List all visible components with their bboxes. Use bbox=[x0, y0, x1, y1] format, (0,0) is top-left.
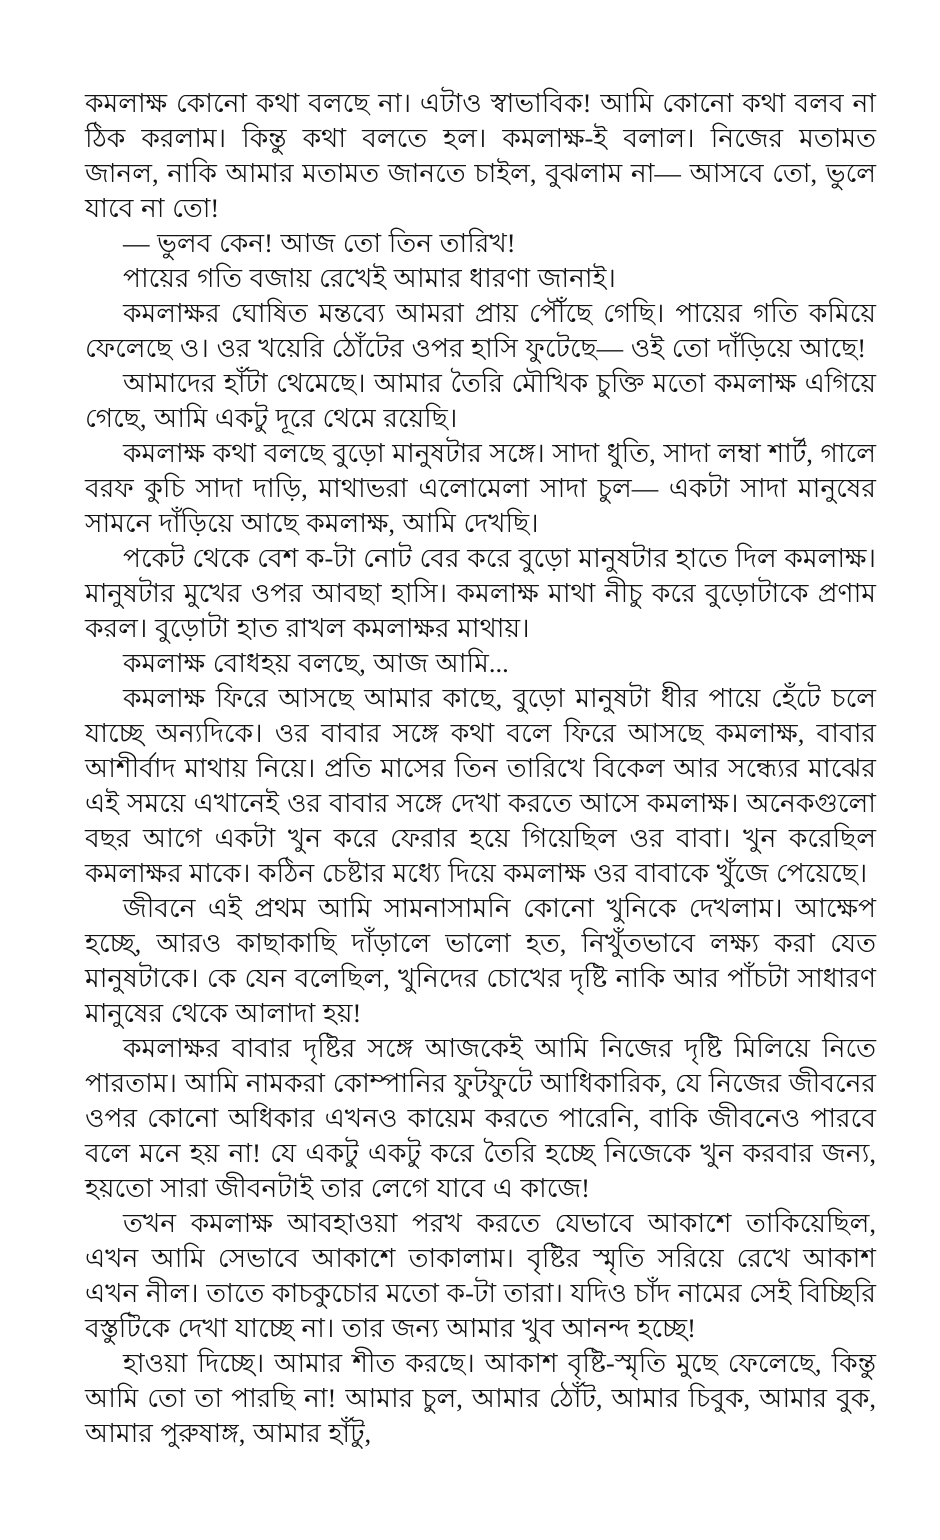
paragraph: হাওয়া দিচ্ছে। আমার শীত করছে। আকাশ বৃষ্টি-স্মৃতি মুছে ফেলেছে, কিন্তু আমি তো তা পারছি না! আমার চুল, আমার ঠোঁট, আমার চিবুক, আমার বুক, আমার পুরুষাঙ্গ, আমার হাঁটু, bbox=[85, 1348, 876, 1448]
body-text bbox=[85, 86, 876, 1451]
paragraph: তখন কমলাক্ষ আবহাওয়া পরখ করতে যেভাবে আকাশে তাকিয়েছিল, এখন আমি সেভাবে আকাশে তাকালাম। বৃষ্টির স্মৃতি সরিয়ে রেখে আকাশ এখন নীল। তাতে কাচকুচোর মতো ক-টা তারা। যদিও চাঁদ নামের সেই বিচ্ছিরি বস্তুটিকে দেখা যাচ্ছে না। তার জন্য আমার খুব আনন্দ হচ্ছে! bbox=[85, 1208, 876, 1343]
paragraph: পায়ের গতি বজায় রেখেই আমার ধারণা জানাই। bbox=[123, 263, 616, 293]
paragraph: কমলাক্ষর বাবার দৃষ্টির সঙ্গে আজকেই আমি নিজের দৃষ্টি মিলিয়ে নিতে পারতাম। আমি নামকরা কোম্পানির ফুটফুটে আধিকারিক, যে নিজের জীবনের ওপর কোনো অধিকার এখনও কায়েম করতে পারেনি, বাকি জীবনেও পারবে বলে মনে হয় না! যে একটু একটু করে তৈরি হচ্ছে নিজেকে খুন করবার জন্য, হয়তো সারা জীবনটাই তার লেগে যাবে এ কাজে! bbox=[85, 1033, 876, 1203]
paragraph: কমলাক্ষ কোনো কথা বলছে না। এটাও স্বাভাবিক! আমি কোনো কথা বলব না ঠিক করলাম। কিন্তু কথা বলতে হল। কমলাক্ষ-ই বলাল। নিজের মতামত জানল, নাকি আমার মতামত জানতে চাইল, বুঝলাম না— আসবে তো, ভুলে যাবে না তো! bbox=[85, 88, 876, 223]
paragraph: কমলাক্ষর ঘোষিত মন্তব্যে আমরা প্রায় পৌঁছে গেছি। পায়ের গতি কমিয়ে ফেলেছে ও। ওর খয়েরি ঠোঁটের ওপর হাসি ফুটেছে— ওই তো দাঁড়িয়ে আছে! bbox=[85, 298, 876, 363]
paragraph: কমলাক্ষ ফিরে আসছে আমার কাছে, বুড়ো মানুষটা ধীর পায়ে হেঁটে চলে যাচ্ছে অন্যদিকে। ওর বাবার সঙ্গে কথা বলে ফিরে আসছে কমলাক্ষ, বাবার আশীর্বাদ মাথায় নিয়ে। প্রতি মাসের তিন তারিখে বিকেল আর সন্ধ্যের মাঝের এই সময়ে এখানেই ওর বাবার সঙ্গে দেখা করতে আসে কমলাক্ষ। অনেকগুলো বছর আগে একটা খুন করে ফেরার হয়ে গিয়েছিল ওর বাবা। খুন করেছিল কমলাক্ষর মাকে। কঠিন চেষ্টার মধ্যে দিয়ে কমলাক্ষ ওর বাবাকে খুঁজে পেয়েছে। bbox=[85, 683, 876, 888]
paragraph: কমলাক্ষ কথা বলছে বুড়ো মানুষটার সঙ্গে। সাদা ধুতি, সাদা লম্বা শার্ট, গালে বরফ কুচি সাদা দাড়ি, মাথাভরা এলোমেলা সাদা চুল— একটা সাদা মানুষের সামনে দাঁড়িয়ে আছে কমলাক্ষ, আমি দেখছি। bbox=[85, 438, 876, 538]
paragraph: পকেট থেকে বেশ ক-টা নোট বের করে বুড়ো মানুষটার হাতে দিল কমলাক্ষ। মানুষটার মুখের ওপর আবছা হাসি। কমলাক্ষ মাথা নীচু করে বুড়োটাকে প্রণাম করল। বুড়োটা হাত রাখল কমলাক্ষর মাথায়। bbox=[85, 543, 876, 643]
paragraph: — ভুলব কেন! আজ তো তিন তারিখ! bbox=[123, 228, 516, 258]
paragraph: কমলাক্ষ বোধহয় বলছে, আজ আমি... bbox=[123, 648, 509, 678]
paragraph: জীবনে এই প্রথম আমি সামনাসামনি কোনো খুনিকে দেখলাম। আক্ষেপ হচ্ছে, আরও কাছাকাছি দাঁড়ালে ভালো হত, নিখুঁতভাবে লক্ষ্য করা যেত মানুষটাকে। কে যেন বলেছিল, খুনিদের চোখের দৃষ্টি নাকি আর পাঁচটা সাধারণ মানুষের থেকে আলাদা হয়! bbox=[85, 893, 876, 1028]
paragraph: আমাদের হাঁটা থেমেছে। আমার তৈরি মৌখিক চুক্তি মতো কমলাক্ষ এগিয়ে গেছে, আমি একটু দূরে থেমে রয়েছি। bbox=[85, 368, 876, 433]
